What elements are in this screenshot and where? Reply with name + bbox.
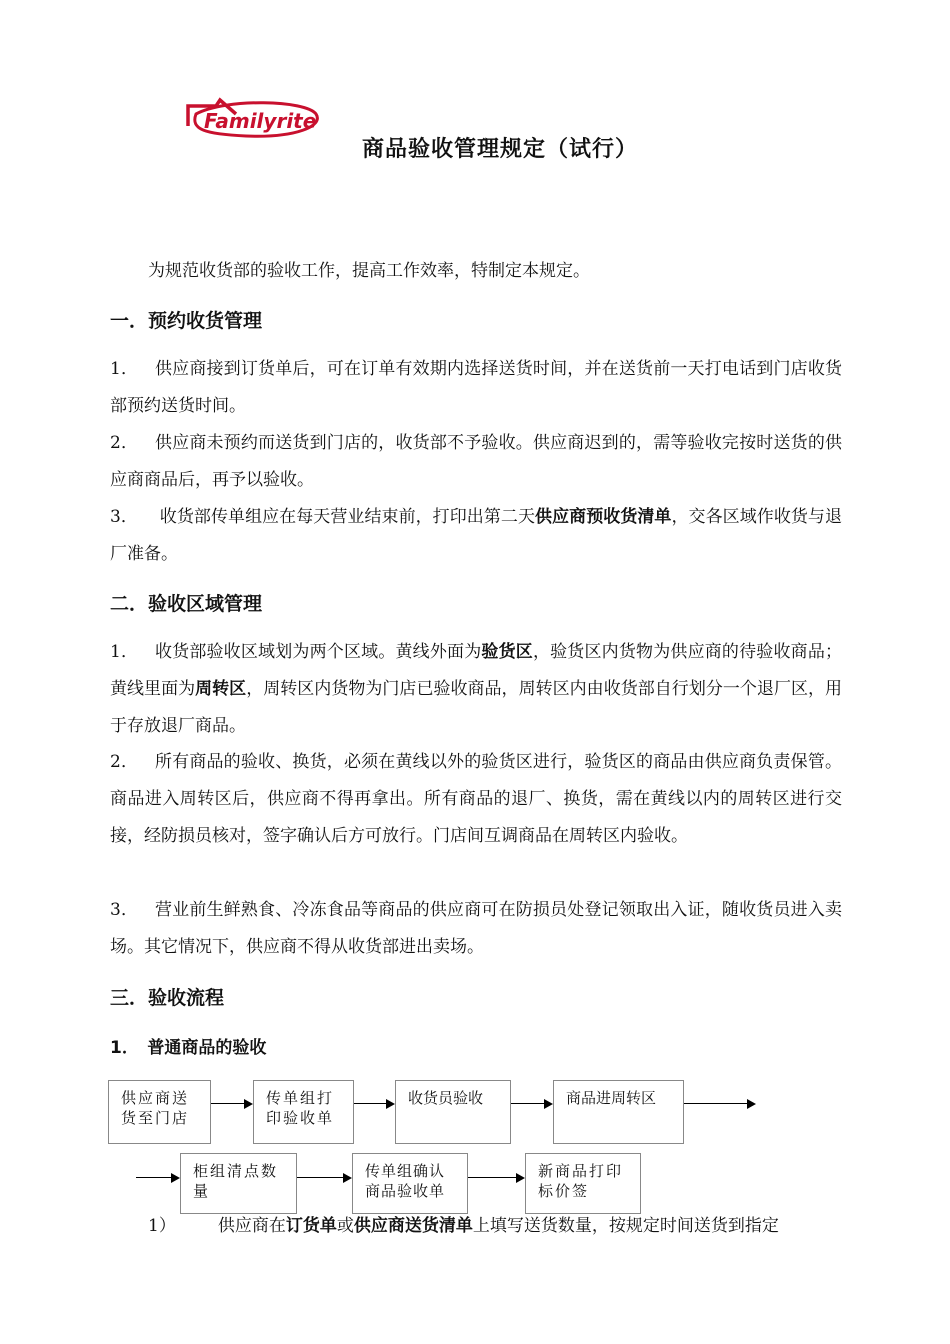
step-bold-text: 供应商送货清单 [353, 1216, 473, 1236]
item-text: ，验货区内货物为供应商的待验收商品；黄线里面为 [110, 642, 843, 699]
flow-box-price-tag: 新商品打印标价签 [525, 1153, 641, 1214]
section2-heading: 二．验收区域管理 [110, 593, 263, 615]
step-text: 供应商在 [217, 1216, 286, 1236]
item-text: 营业前生鲜熟食、冷冻食品等商品的供应商可在防损员处登记领取出入证，随收货员进入卖场。其它情况下，供应商不得从收货部进出卖场。 [110, 900, 843, 957]
flow-arrow [684, 1098, 756, 1110]
svg-text:Familyrite: Familyrite [204, 109, 317, 133]
section2-item-2 [110, 744, 842, 855]
flow-arrow [297, 1172, 352, 1184]
flow-box-count-quantity: 柜组清点数量 [180, 1153, 297, 1214]
page-title: 商品验收管理规定（试行） [361, 137, 638, 162]
step-bold-text: 订货单 [285, 1216, 337, 1236]
item-bold-text: 周转区 [195, 679, 247, 699]
section1-item-2 [110, 425, 842, 499]
item-text: ，交各区域作收货与退厂准备。 [110, 507, 842, 564]
item-number: 1． [110, 642, 139, 662]
step-text: 上填写送货数量，按规定时间送货到指定 [472, 1216, 779, 1236]
flow-box-inspection: 收货员验收 [395, 1080, 511, 1144]
section1-heading: 一．预约收货管理 [110, 310, 263, 332]
step-text: 或 [336, 1216, 354, 1236]
item-number: 1． [110, 359, 139, 379]
item-text: 收货部验收区域划为两个区域。黄线外面为 [154, 642, 482, 662]
item-number: 3． [110, 900, 139, 920]
intro-text: 为规范收货部的验收工作，提高工作效率，特制定本规定。 [148, 261, 590, 281]
flow-box-confirm-receipt: 传单组确认商品验收单 [352, 1153, 468, 1214]
item-bold-text: 供应商预收货清单 [535, 507, 672, 527]
item-number: 2． [110, 752, 139, 772]
item-text: 供应商接到订货单后，可在订单有效期内选择送货时间，并在送货前一天打电话到门店收货部预约送货时间。 [110, 359, 843, 416]
section1-item-3 [110, 499, 842, 573]
section2-item-3 [110, 892, 842, 966]
item-text: ，周转区内货物为门店已验收商品，周转区内由收货部自行划分一个退厂区，用于存放退厂商品。 [110, 679, 843, 736]
item-number: 3． [110, 507, 138, 527]
section2-item-1 [110, 634, 842, 745]
flow-arrow [211, 1098, 253, 1110]
section1-item-1 [110, 351, 842, 425]
flow-arrow [468, 1172, 525, 1184]
flow-box-delivery: 供应商送货至门店 [108, 1080, 211, 1144]
item-text: 收货部传单组应在每天营业结束前，打印出第二天 [159, 507, 536, 527]
item-text: 所有商品的验收、换货，必须在黄线以外的验货区进行，验货区的商品由供应商负责保管。商品进入周转区后，供应商不得再拿出。所有商品的退厂、换货，需在黄线以内的周转区进行交接，经防损员核对，签字确认后方可放行。门店间互调商品在周转区内验收。 [110, 752, 843, 846]
item-text: 供应商未预约而送货到门店的，收货部不予验收。供应商迟到的，需等验收完按时送货的供应商商品后，再予以验收。 [110, 433, 843, 490]
flow-box-print-receipt: 传单组打印验收单 [253, 1080, 354, 1144]
item-number: 2． [110, 433, 139, 453]
intro-paragraph [110, 253, 842, 290]
item-bold-text: 验货区 [481, 642, 533, 662]
section3-subheading: 1． 普通商品的验收 [110, 1038, 267, 1058]
step-number: 1） [148, 1216, 176, 1236]
section3-heading: 三．验收流程 [110, 987, 225, 1009]
flow-arrow [136, 1172, 180, 1184]
flow-arrow [354, 1098, 395, 1110]
flow-box-turnover-area: 商品进周转区 [553, 1080, 684, 1144]
step-1-paragraph [148, 1208, 842, 1245]
flow-arrow [511, 1098, 553, 1110]
